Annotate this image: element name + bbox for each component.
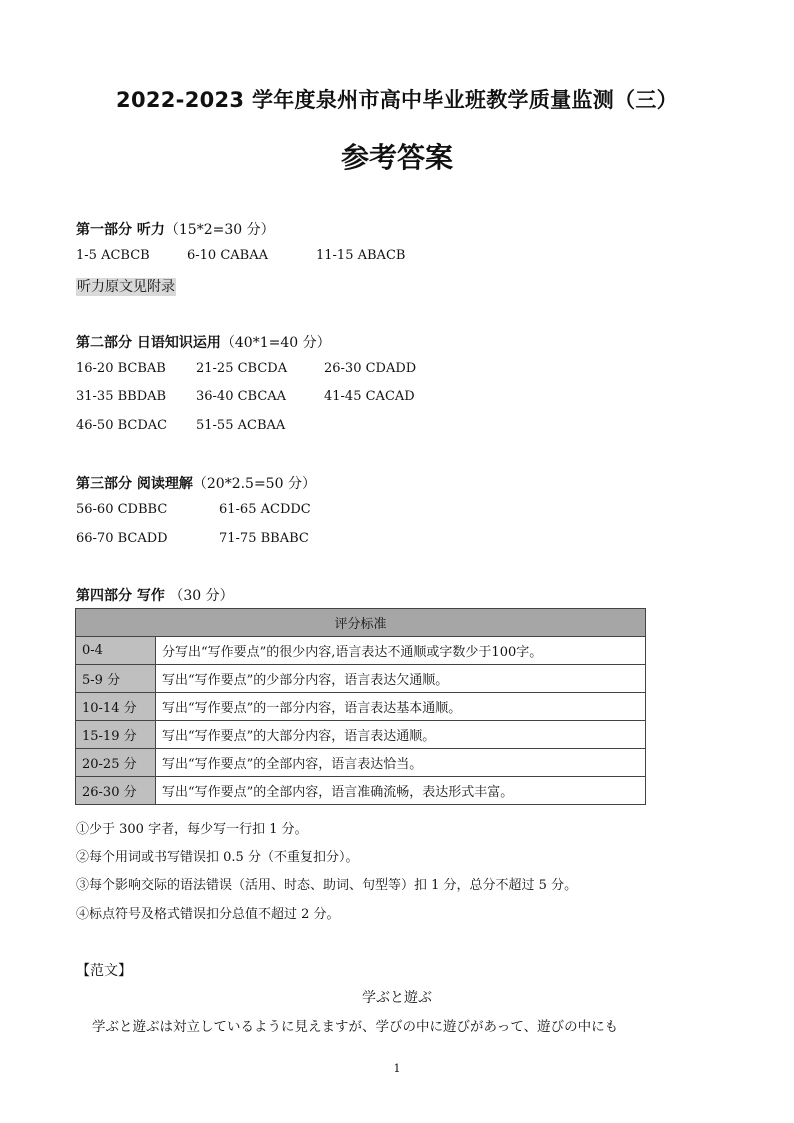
- score-level: 20-25 分: [76, 749, 156, 777]
- scoring-note: ①少于 300 字者，每少写一行扣 1 分。: [76, 822, 308, 837]
- answer-group: 11-15 ABACB: [316, 248, 406, 263]
- answer-group: 71-75 BBABC: [219, 531, 309, 546]
- answer-group: 56-60 CDBBC: [76, 502, 168, 517]
- page-number: 1: [393, 1062, 401, 1075]
- score-level: 10-14 分: [76, 693, 156, 721]
- scoring-note: ③每个影响交际的语法错误（活用、时态、助词、句型等）扣 1 分，总分不超过 5 分。: [76, 878, 578, 893]
- criteria-description: 写出“写作要点”的一部分内容，语言表达基本通顺。: [156, 693, 646, 721]
- score-level: 5-9 分: [76, 665, 156, 693]
- score-level: 15-19 分: [76, 721, 156, 749]
- score-level: 26-30 分: [76, 777, 156, 805]
- criteria-description: 写出“写作要点”的全部内容，语言准确流畅，表达形式丰富。: [156, 777, 646, 805]
- listening-appendix-note: [76, 276, 176, 296]
- part1-heading: 第一部分 听力: [76, 222, 165, 238]
- part2-score: （40*1=40 分）: [220, 335, 331, 351]
- criteria-description: 写出“写作要点”的少部分内容，语言表达欠通顺。: [156, 665, 646, 693]
- table-row: [76, 665, 646, 693]
- score-level: 0-4: [76, 637, 156, 665]
- answer-group: 46-50 BCDAC: [76, 418, 168, 433]
- answer-group: 41-45 CACAD: [324, 389, 415, 404]
- answer-group: 31-35 BBDAB: [76, 389, 167, 404]
- table-row: [76, 749, 646, 777]
- part2-heading: 第二部分 日语知识运用: [76, 335, 221, 351]
- criteria-description: 写出“写作要点”的全部内容，语言表达恰当。: [156, 749, 646, 777]
- model-essay-first-line: 学ぶと遊ぶは対立しているように見えますが、学びの中に遊びがあって、遊びの中にも: [92, 1019, 619, 1035]
- document-subtitle: 参考答案: [340, 141, 453, 174]
- part3-heading-line: [76, 473, 316, 493]
- part1-heading-line: [76, 219, 275, 239]
- rubric-table: [75, 608, 646, 805]
- table-row: [76, 693, 646, 721]
- answer-group: 21-25 CBCDA: [196, 361, 288, 376]
- scoring-note: ④标点符号及格式错误扣分总值不超过 2 分。: [76, 907, 340, 922]
- answer-group: 26-30 CDADD: [324, 361, 417, 376]
- answer-group: 16-20 BCBAB: [76, 361, 166, 376]
- answer-group: 66-70 BCADD: [76, 531, 168, 546]
- part1-score: （15*2=30 分）: [164, 222, 275, 238]
- part4-heading: 第四部分 写作: [76, 588, 165, 604]
- table-row: [76, 637, 646, 665]
- scoring-note: ②每个用词或书写错误扣 0.5 分（不重复扣分）。: [76, 850, 359, 865]
- table-row: [76, 721, 646, 749]
- criteria-description: 分写出“写作要点”的很少内容,语言表达不通顺或字数少于100字。: [156, 637, 646, 665]
- model-essay-label: 【范文】: [76, 963, 132, 979]
- part4-heading-line: [76, 585, 234, 605]
- table-row: [76, 777, 646, 805]
- part3-heading: 第三部分 阅读理解: [76, 476, 193, 492]
- model-essay-title: 学ぶと遊ぶ: [362, 990, 432, 1006]
- answer-group: 6-10 CABAA: [187, 248, 269, 263]
- part2-heading-line: [76, 332, 331, 352]
- rubric-header: 评分标准: [76, 609, 646, 637]
- answer-group: 51-55 ACBAA: [196, 418, 286, 433]
- highlighted-note: 听力原文见附录: [77, 279, 175, 295]
- document-title: 2022-2023 学年度泉州市高中毕业班教学质量监测（三）: [116, 88, 678, 112]
- part3-score: （20*2.5=50 分）: [192, 476, 316, 492]
- criteria-description: 写出“写作要点”的大部分内容，语言表达通顺。: [156, 721, 646, 749]
- rubric-header-row: [76, 609, 646, 637]
- part4-score: （30 分）: [169, 588, 234, 604]
- answer-group: 1-5 ACBCB: [76, 248, 150, 263]
- answer-group: 61-65 ACDDC: [219, 502, 311, 517]
- answer-group: 36-40 CBCAA: [196, 389, 287, 404]
